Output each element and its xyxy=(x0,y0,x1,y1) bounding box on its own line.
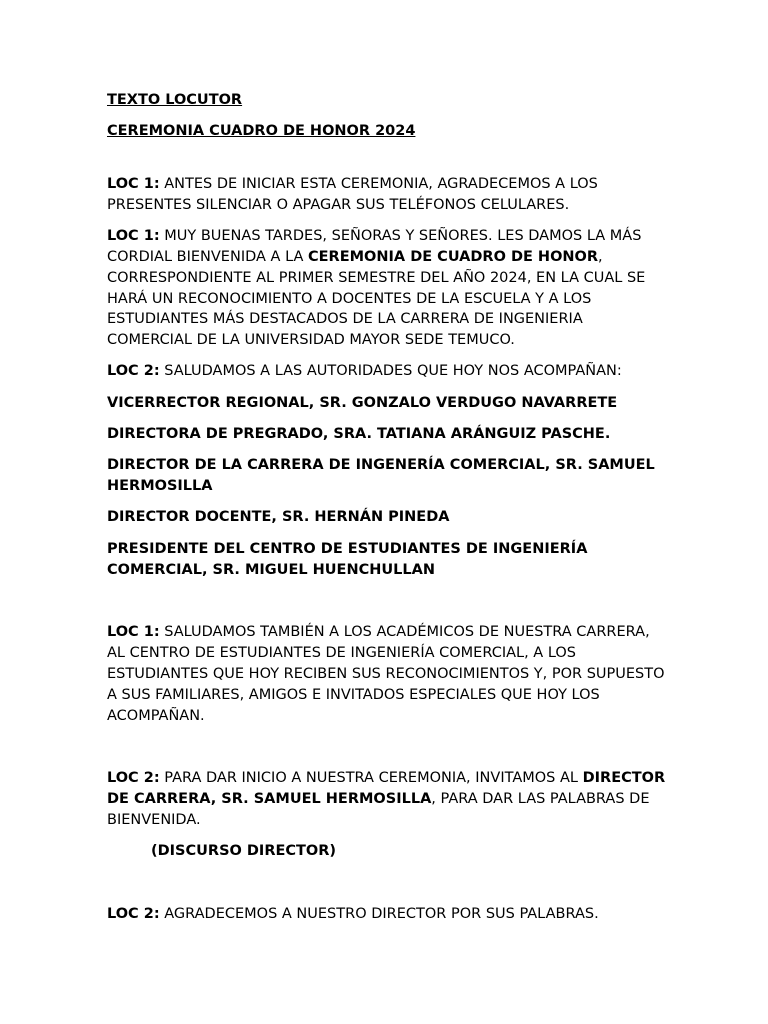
paragraph-text: ANTES DE INICIAR ESTA CEREMONIA, AGRADECEMOS A LOS PRESENTES SILENCIAR O APAGAR SUS TELÉFONOS CELULARES. xyxy=(107,176,598,213)
doc-title: TEXTO LOCUTOR xyxy=(107,92,243,108)
authority-item: DIRECTORA DE PREGRADO, SRA. TATIANA ARÁNGUIZ PASCHE. xyxy=(107,426,611,443)
paragraph-loc1-greetings xyxy=(107,622,667,726)
speaker-label: LOC 2: xyxy=(107,906,160,923)
paragraph-loc2-authorities xyxy=(107,361,667,382)
authority-item: PRESIDENTE DEL CENTRO DE ESTUDIANTES DE INGENIERÍA COMERCIAL, SR. MIGUEL HUENCHULLAN xyxy=(107,540,588,578)
paragraph-text: , CORRESPONDIENTE AL PRIMER SEMESTRE DEL AÑO 2024, EN LA CUAL SE HARÁ UN RECONOCIMIENTO A DOCENTES DE LA ESCUELA Y A LOS ESTUDIANTES MÁS DESTACADOS DE LA CARRERA DE INGENIERIA COMERCIAL DE LA UNIVERSIDAD MAYOR SEDE TEMUCO. xyxy=(107,248,646,349)
document-body xyxy=(107,90,667,935)
speaker-label: LOC 1: xyxy=(107,228,160,245)
paragraph-text: AGRADECEMOS A NUESTRO DIRECTOR POR SUS PALABRAS. xyxy=(159,906,599,923)
authority-item: DIRECTOR DE LA CARRERA DE INGENERÍA COMERCIAL, SR. SAMUEL HERMOSILLA xyxy=(107,457,655,495)
paragraph-text: PARA DAR INICIO A NUESTRA CEREMONIA, INVITAMOS AL xyxy=(159,770,583,787)
stage-direction: (DISCURSO DIRECTOR) xyxy=(151,843,337,860)
paragraph-bold-text: DIRECTOR DE CARRERA, SR. SAMUEL HERMOSILLA xyxy=(107,770,666,808)
paragraph-bold-text: CEREMONIA DE CUADRO DE HONOR xyxy=(308,248,599,265)
speaker-label: LOC 2: xyxy=(107,770,160,787)
authority-item: DIRECTOR DOCENTE, SR. HERNÁN PINEDA xyxy=(107,509,450,526)
speaker-label: LOC 1: xyxy=(107,176,160,193)
paragraph-text: MUY BUENAS TARDES, SEÑORAS Y SEÑORES. LES DAMOS LA MÁS CORDIAL BIENVENIDA A LA xyxy=(107,228,642,265)
paragraph-loc1-intro xyxy=(107,174,667,216)
speaker-label: LOC 1: xyxy=(107,624,160,641)
speaker-label: LOC 2: xyxy=(107,363,160,380)
paragraph-loc2-invite xyxy=(107,768,667,830)
paragraph-text: SALUDAMOS A LAS AUTORIDADES QUE HOY NOS ACOMPAÑAN: xyxy=(159,363,622,380)
paragraph-text: SALUDAMOS TAMBIÉN A LOS ACADÉMICOS DE NUESTRA CARRERA, AL CENTRO DE ESTUDIANTES DE INGENIERÍA COMERCIAL, A LOS ESTUDIANTES QUE HOY RECIBEN SUS RECONOCIMIENTOS Y, POR SUPUESTO A SUS FAMILIARES, AMIGOS E INVITADOS ESPECIALES QUE HOY LOS ACOMPAÑAN. xyxy=(107,624,665,724)
paragraph-text: , PARA DAR LAS PALABRAS DE BIENVENIDA. xyxy=(107,791,650,828)
doc-subtitle: CEREMONIA CUADRO DE HONOR 2024 xyxy=(107,123,416,140)
paragraph-loc1-welcome xyxy=(107,226,667,351)
authority-item: VICERRECTOR REGIONAL, SR. GONZALO VERDUGO NAVARRETE xyxy=(107,394,618,411)
paragraph-loc2-thanks xyxy=(107,904,667,925)
